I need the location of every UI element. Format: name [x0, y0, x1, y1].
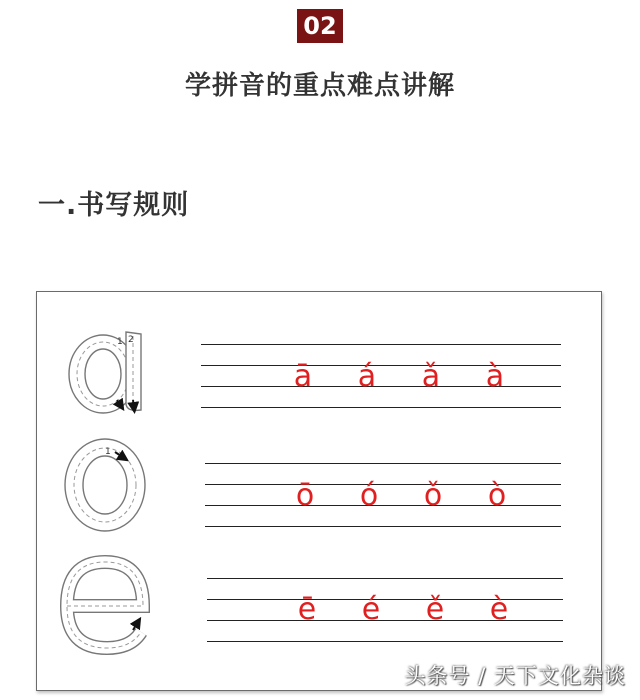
tone-mark-e-2: é: [361, 592, 381, 627]
page-title: 学拼音的重点难点讲解: [184, 71, 455, 101]
stroke-number-a-2: 2: [128, 335, 134, 345]
tone-mark-a-2: á: [357, 359, 377, 394]
tone-mark-e-4: è: [489, 592, 509, 627]
section-number-badge: 02: [297, 9, 343, 43]
staff-line: [205, 463, 561, 464]
tone-mark-o-2: ó: [359, 478, 379, 513]
tone-row-e: [275, 592, 531, 627]
tone-mark-a-1: ā: [293, 359, 313, 394]
section-heading: 一.书写规则: [38, 190, 190, 221]
tone-row-o: [273, 478, 529, 513]
tone-mark-e-1: ē: [297, 592, 317, 627]
tone-row-a: [271, 359, 527, 394]
letter-o-guide: [65, 439, 145, 531]
tone-mark-o-4: ò: [487, 478, 507, 513]
stroke-number-o-1: 1: [105, 447, 111, 457]
writing-rules-card: [36, 291, 602, 691]
tone-mark-e-3: ě: [425, 592, 445, 627]
staff-line: [205, 526, 561, 527]
letter-e-guide: [67, 562, 143, 648]
letter-a-guide: [69, 332, 141, 413]
staff-line: [207, 641, 563, 642]
tone-mark-o-1: ō: [295, 478, 315, 513]
watermark-text: 头条号 / 天下文化杂谈: [404, 664, 626, 688]
stroke-number-a-1: 1: [117, 337, 123, 347]
tone-mark-o-3: ǒ: [423, 478, 443, 513]
staff-line: [201, 344, 561, 345]
staff-line: [207, 578, 563, 579]
tone-mark-a-3: ǎ: [421, 359, 441, 394]
tone-mark-a-4: à: [485, 359, 505, 394]
staff-line: [201, 407, 561, 408]
